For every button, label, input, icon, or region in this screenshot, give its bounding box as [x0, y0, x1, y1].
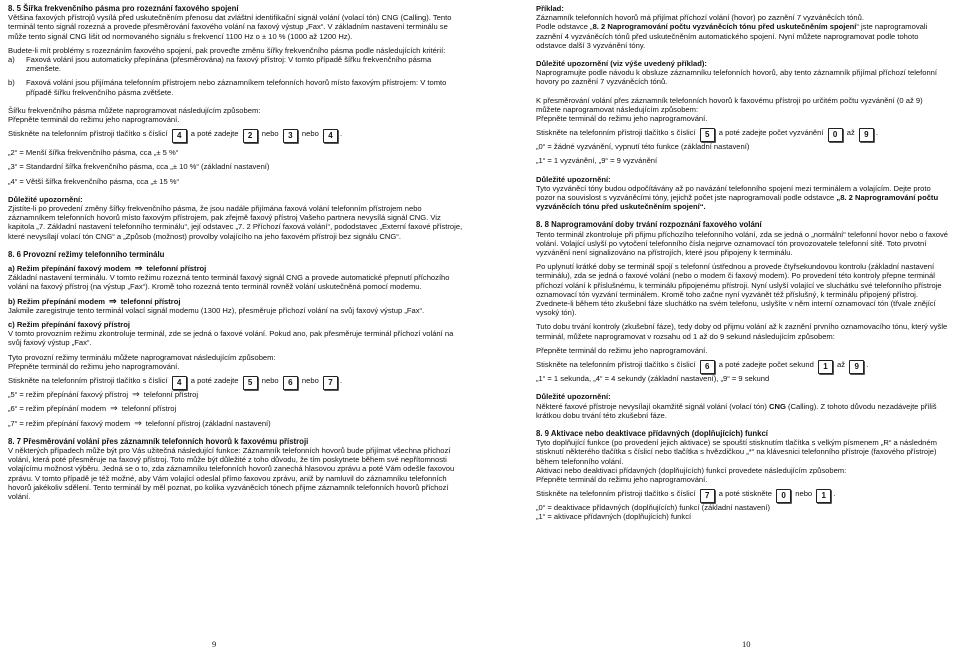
right-column [536, 4, 948, 522]
warning-title: Důležité upozornění: [536, 392, 611, 402]
section-8-6-title: 8. 6 Provozní režimy telefonního terminálu [8, 249, 165, 259]
key-5: 5 [243, 376, 258, 390]
paragraph: Přepněte terminál do režimu jeho naprogramování. [536, 474, 708, 484]
list-item: a) Faxová volání jsou automaticky přepínána (přesměrována) na faxový přístroj: V tomto případě šířku frekvenčního pásma zmenšete. [8, 55, 432, 74]
paragraph: Přepněte terminál do režimu jeho naprogramování. [536, 114, 708, 124]
key-0: 0 [776, 489, 791, 503]
mode-option-5: „5“ = režim přepínání faxový přístroj ⇒ telefonní přístroj [8, 389, 199, 400]
key-instruction: Stiskněte na telefonním přístroji tlačítko s číslicí 4 a poté zadejte 2 nebo 3 nebo 4 . [8, 129, 466, 143]
warning-text: Zjistíte-li po provedení změny šířky frekvenčního pásma, že jsou nadále přijímána faxová volání telefonním přístrojem nebo záznamníkem telefonních hovorů místo faxovým přístrojem, pak zřejmě faxový přístroj Vašeho partnera nevysílá signál CNG. Viz kapitola „7. Základní nastavení telefonního terminálu“, její odstavec „7. 2 Příchozí faxová volání“, pododstavec „Externí faxové přístroje, které nevysílají volací tón CNG“ a „Způsob (možnost) provolby volajícího na jeho faxovém přístroji bez signálu CNG“. [8, 204, 463, 241]
option-deactivate: „0“ = deaktivace přídavných (doplňujících) funkcí (základní nastavení) [536, 503, 771, 513]
warning-text: Některé faxové přístroje nevysílají okamžitě signál volání (volací tón) CNG (Calling). Z tohoto důvodu nezadávejte příliš krátkou dobu trvání této zkušební fáze. [536, 401, 937, 420]
list-item: b) Faxová volání jsou přijímána telefonním přístrojem nebo záznamníkem telefonních hovorů místo faxovým přístrojem: V tomto případě šířku frekvenčního pásma zvětšete. [8, 78, 447, 97]
mode-option-6: „6“ = režim přepínání modem ⇒ telefonní přístroj [8, 403, 177, 414]
warning-title: Důležité upozornění (viz výše uvedený příklad): [536, 59, 707, 69]
key-6: 6 [700, 360, 715, 374]
warning-text: Tyto vyzváněcí tóny budou odpočítávány až po navázání telefonního spojení mezi terminálem a volajícím. Dejte proto pozor na souvislost s vyzváněcími tóny, jejichž počet jste naprogramovali podle odstavce „8. 2 Naprogramování počtu vyzváněcích tónu před uskutečněním spojení“. [536, 183, 939, 212]
page-number-left: 9 [212, 639, 217, 649]
paragraph: Tyto provozní režimy terminálu můžete naprogramovat následujícím způsobem: [8, 352, 276, 362]
paragraph: Základní nastavení terminálu. V tomto režimu rozezná tento terminál faxový signál CNG a provede automatické přepnutí příchozího volání na faxový přístroj (na výstup „Fax“). Kromě toho rozezná tento terminál rovněž volání uskutečněná pomocí modemu. [8, 273, 450, 292]
option-0: „0“ = žádné vyzvánění, vypnutí této funkce (základní nastavení) [536, 142, 750, 152]
left-column [8, 4, 466, 501]
warning-text: Naprogramujte podle návodu k obsluze záznamníku telefonních hovorů, aby tento záznamník přijímal příchozí telefonní hovory po zaznění 7 vyzváněcích tónů. [536, 68, 938, 87]
mode-a-title: a) Režim přepínání faxový modem ⇒ telefonní přístroj [8, 263, 207, 274]
arrow-right-icon: ⇒ [132, 389, 140, 400]
key-4: 4 [323, 129, 338, 143]
option-seconds: „1“ = 1 sekunda, „4“ = 4 sekundy (základní nastavení), „9“ = 9 sekund [536, 374, 770, 384]
key-instruction: Stiskněte na telefonním přístroji tlačítko s číslicí 7 a poté stiskněte 0 nebo 1 . [536, 489, 948, 503]
key-7: 7 [700, 489, 715, 503]
paragraph: Tuto dobu trvání kontroly (zkušební fáze), tedy doby od přijmu volání až k zaznění prvního oznamovacího tónu, který vyšle terminál, můžete naprogramovat v rozsahu od 1 až do 9 sekund následujícím způsobem: [536, 322, 948, 341]
paragraph: Jakmile zaregistruje tento terminál volací signál modemu (1300 Hz), přesměruje příchozí volání na svůj faxový výstup „Fax“. [8, 305, 425, 315]
key-3: 3 [283, 129, 298, 143]
mode-c-title: c) Režim přepínání faxový přístroj [8, 320, 130, 330]
paragraph: Budete-li mít problémy s rozeznáním faxového spojení, pak proveďte změnu šířky frekvenčního pásma podle následujících kritérií: [8, 45, 446, 55]
paragraph: Šířku frekvenčního pásma můžete naprogramovat následujícím způsobem: [8, 105, 261, 115]
key-7: 7 [323, 376, 338, 390]
section-8-8-title: 8. 8 Naprogramování doby trvání rozpoznání faxového volání [536, 220, 762, 230]
paragraph: Tento terminál zkontroluje při přijmu příchozího telefonního volání, zda se jedná o „normální“ telefonní hovor nebo o faxové volání. Volající uslyší po vytočení telefonního čísla nejprve oznamovací tón provozovatele telefonní sítě. Toto prvotní vyzvánění není signalizováno na přístrojích, které jsou připojeny k terminálu. [536, 229, 948, 258]
arrow-right-icon: ⇒ [134, 417, 142, 428]
paragraph: Přepněte terminál do režimu jeho naprogramování. [8, 115, 180, 125]
paragraph: Záznamník telefonních hovorů má přijímat příchozí volání (hovor) po zaznění 7 vyzváněcích tónů. [536, 13, 864, 23]
key-4: 4 [172, 129, 187, 143]
option-4: „4“ = Větší šířka frekvenčního pásma, cca „± 15 %“ [8, 176, 180, 186]
paragraph: Přepněte terminál do režimu jeho naprogramování. [536, 345, 708, 355]
key-instruction: Stiskněte na telefonním přístroji tlačítko s číslicí 4 a poté zadejte 5 nebo 6 nebo 7 . [8, 376, 466, 390]
page-number-right: 10 [742, 639, 751, 649]
paragraph: Po uplynutí krátké doby se terminál spojí s telefonní ústřednou a provede čtyřsekundovou kontrolu (základní nastavení terminálu), zda se jedná o faxové volání (nebo o modem či faxový modem). Po provedení této kontroly přepne terminál příchozí volání k příslušnému, k terminálu připojenému přístroji. Nyní uslyší volající ve sluchátku své telefonního přístroje oznamovací tón vyzvání terminálem. Kromě toho začne nyní vyzvánět též příslušný, k terminálu připojený přístroj. Zvednete-li během této zkušební fáze sluchátko na svém telefonu, uslyšíte v něm interní oznamovací tón (třvale znějící vysoký tón). [536, 262, 942, 318]
arrow-right-icon: ⇒ [110, 403, 118, 414]
section-8-7-title: 8. 7 Přesměrování volání přes záznamník telefonních hovorů k faxovému přístroji [8, 436, 309, 446]
paragraph: Většina faxových přístrojů vysílá před uskutečněním přenosu dat zvláštní identifikační signál volání (volací tón) CNG (Calling). Tento terminál tento signál rozezná a provede přesměrování faxového volání na faxový výstup „Fax“. V základním nastavení terminálu se může tento signál CNG lišit od normovaného signálu s frekvencí 1100 Hz o ± 10 % (1000 až 1200 Hz). [8, 13, 452, 41]
paragraph: Tyto doplňující funkce (po provedení jejich aktivace) se spouští stisknutím tlačítka s velkým písmenem „R“ a následném stisknutí některého tlačítka s číslicí nebo tlačítka s hvězdičkou „*“ na klávesnici telefonního přístroje (faxového přístroje) během telefonního volání. [536, 438, 937, 466]
option-activate: „1“ = aktivace přídavných (doplňujících) funkcí [536, 512, 692, 522]
warning-title: Důležité upozornění: [8, 194, 83, 204]
key-4: 4 [172, 376, 187, 390]
paragraph: Podle odstavce „8. 2 Naprogramování počtu vyzváněcích tónu před uskutečněním spojení“ jste naprogramovali zaznění 4 vyzváněcích tónů před uskutečněním automatického spojení. Nyní můžete naprogramovat podle tohoto odstavce další 3 vyzvánění tóny. [536, 22, 928, 50]
paragraph: K přesměrování volání přes záznamník telefonních hovorů k faxovému přístroji po určitém počtu vyzvánění (0 až 9) můžete naprogramovat následujícím způsobem: [536, 95, 923, 114]
option-3: „3“ = Standardní šířka frekvenčního pásma, cca „± 10 %“ (základní nastavení) [8, 162, 270, 172]
section-8-9-title: 8. 9 Aktivace nebo deaktivace přídavných (doplňujících) funkcí [536, 428, 768, 438]
key-instruction: Stiskněte na telefonním přístroji tlačítko s číslicí 6 a poté zadejte počet sekund 1 až 9 . [536, 360, 948, 374]
key-1: 1 [816, 489, 831, 503]
key-5: 5 [700, 128, 715, 142]
option-1: „1“ = 1 vyzvánění, „9“ = 9 vyzvánění [536, 156, 658, 166]
mode-option-7: „7“ = režim přepínání faxový modem ⇒ telefonní přístroj (základní nastavení) [8, 417, 271, 428]
arrow-right-icon: ⇒ [134, 263, 143, 274]
key-6: 6 [283, 376, 298, 390]
key-1: 1 [818, 360, 833, 374]
key-0: 0 [828, 128, 843, 142]
section-8-5-title: 8. 5 Šířka frekvenčního pásma pro rozeznání faxového spojení [8, 4, 239, 13]
warning-title: Důležité upozornění: [536, 174, 611, 184]
option-2: „2“ = Menší šířka frekvenčního pásma, cca „± 5 %“ [8, 148, 179, 158]
paragraph: Přepněte terminál do režimu jeho naprogramování. [8, 361, 180, 371]
key-9: 9 [849, 360, 864, 374]
key-9: 9 [859, 128, 874, 142]
paragraph: V některých případech může být pro Vás užitečná následující funkce: Záznamník telefonních hovorů bude přijímat všechna příchozí volání, která poté přesměruje na faxový přístroj. Toto může být důležité z toho důvodu, že tím poskytnete během své nepřítomnosti volajícímu možnost výběru. Jedná se o to, zda záznamníku telefonních hovorů zanechá hlasovou zprávu a poté Vám odešle faxovou zprávu. V tomto případě je též možné, aby Vám volající odeslal přímo faxovou zprávu, aniž by namluvil do záznamníku telefonních hovorů jakékoliv sdělení. Tento terminál by měl poznat, po kolika vyzváněcích tónech přijme záznamník telefonních hovorů příchozí volání. [8, 445, 455, 501]
paragraph: V tomto provozním režimu zkontroluje terminál, zde se jedná o faxové volání. Pokud ano, pak přesměruje terminál příchozí volání na svůj faxový výstup „Fax“. [8, 329, 454, 348]
example-title: Příklad: [536, 4, 564, 13]
arrow-right-icon: ⇒ [109, 295, 117, 306]
key-instruction: Stiskněte na telefonním přístroji tlačítko s číslicí 5 a poté zadejte počet vyzvánění 0 až 9 . [536, 128, 948, 142]
paragraph: Aktivaci nebo deaktivaci přídavných (doplňujících) funkcí provedete následujícím způsobem: [536, 465, 847, 475]
key-2: 2 [243, 129, 258, 143]
mode-b-title: b) Režim přepínání modem ⇒ telefonní přístroj [8, 295, 181, 306]
